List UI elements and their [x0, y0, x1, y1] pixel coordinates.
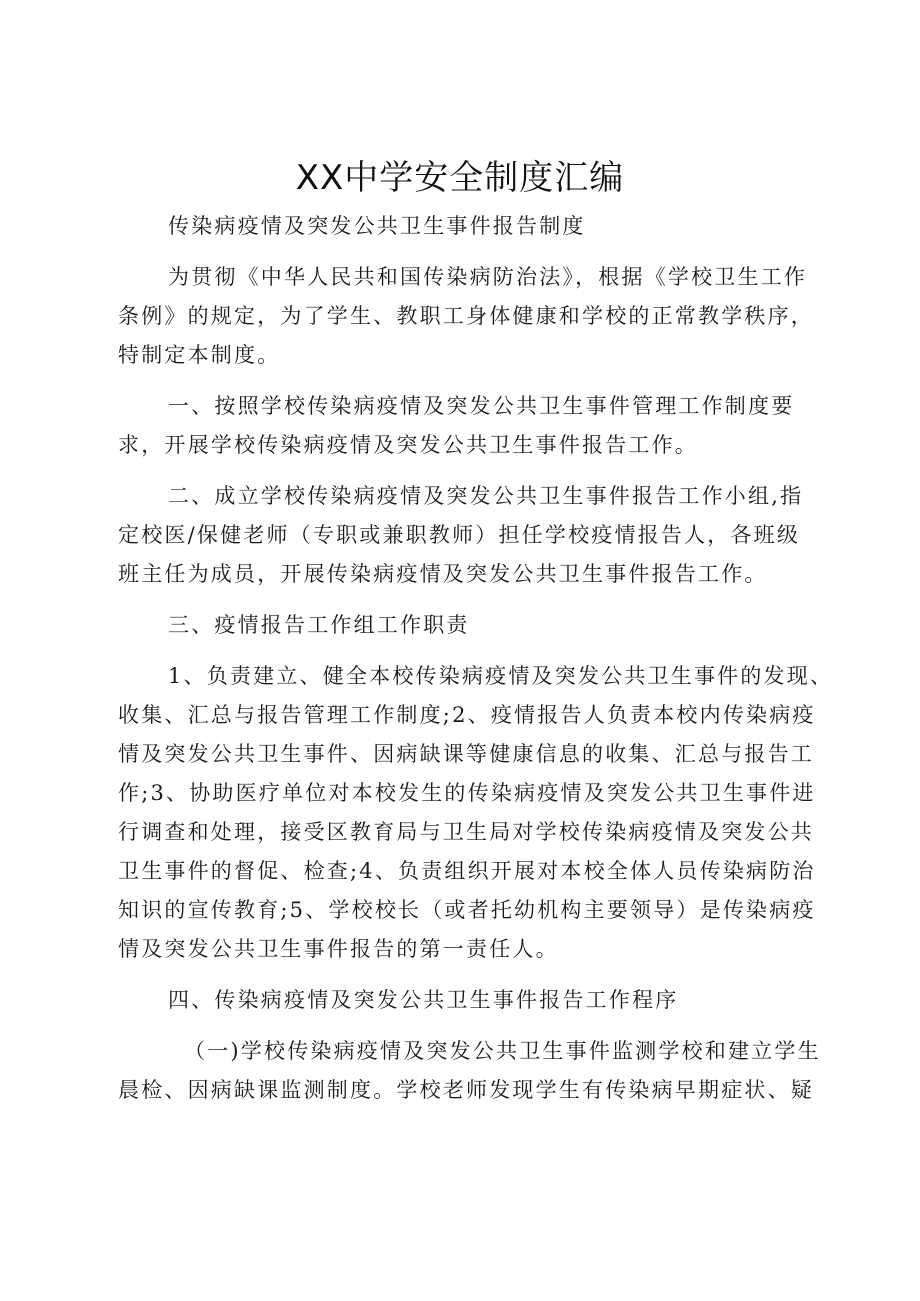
paragraph-line: 为贯彻《中华人民共和国传染病防治法》，根据《学校卫生工作 — [168, 265, 808, 289]
paragraph-line: 收集、汇总与报告管理工作制度;2、疫情报告人负责本校内传染病疫 — [118, 703, 816, 727]
section-heading: 传染病疫情及突发公共卫生事件报告制度 — [168, 214, 586, 238]
paragraph-line: 班主任为成员，开展传染病疫情及突发公共卫生事件报告工作。 — [118, 562, 768, 586]
paragraph-line: 特制定本制度。 — [118, 343, 281, 367]
document-title: XX中学安全制度汇编 — [295, 158, 625, 198]
paragraph-line: 晨检、因病缺课监测制度。学校老师发现学生有传染病早期症状、疑 — [118, 1078, 814, 1102]
paragraph-line: 四、传染病疫情及突发公共卫生事件报告工作程序 — [168, 988, 679, 1012]
paragraph-line: 三、疫情报告工作组工作职责 — [168, 613, 470, 637]
paragraph-line: 一、按照学校传染病疫情及突发公共卫生事件管理工作制度要 — [168, 394, 795, 418]
paragraph-line: （一)学校传染病疫情及突发公共卫生事件监测学校和建立学生 — [184, 1039, 821, 1063]
paragraph-line: 求，开展学校传染病疫情及突发公共卫生事件报告工作。 — [118, 433, 698, 457]
paragraph-line: 1、负责建立、健全本校传染病疫情及突发公共卫生事件的发现、 — [168, 664, 834, 688]
paragraph-line: 行调查和处理，接受区教育局与卫生局对学校传染病疫情及突发公共 — [118, 820, 814, 844]
paragraph-line: 二、成立学校传染病疫情及突发公共卫生事件报告工作小组,指 — [168, 484, 804, 508]
paragraph-line: 知识的宣传教育;5、学校校长（或者托幼机构主要领导）是传染病疫 — [118, 898, 816, 922]
paragraph-line: 作;3、协助医疗单位对本校发生的传染病疫情及突发公共卫生事件进 — [118, 781, 816, 805]
document-body — [118, 207, 833, 1110]
paragraph-line: 定校医/保健老师（专职或兼职教师）担任学校疫情报告人，各班级 — [118, 523, 801, 547]
paragraph-line: 情及突发公共卫生事件、因病缺课等健康信息的收集、汇总与报告工 — [118, 742, 814, 766]
paragraph-line: 条例》的规定，为了学生、教职工身体健康和学校的正常教学秩序， — [118, 304, 814, 328]
paragraph-line: 情及突发公共卫生事件报告的第一责任人。 — [118, 937, 559, 961]
paragraph-line: 卫生事件的督促、检查;4、负责组织开展对本校全体人员传染病防治 — [118, 859, 816, 883]
